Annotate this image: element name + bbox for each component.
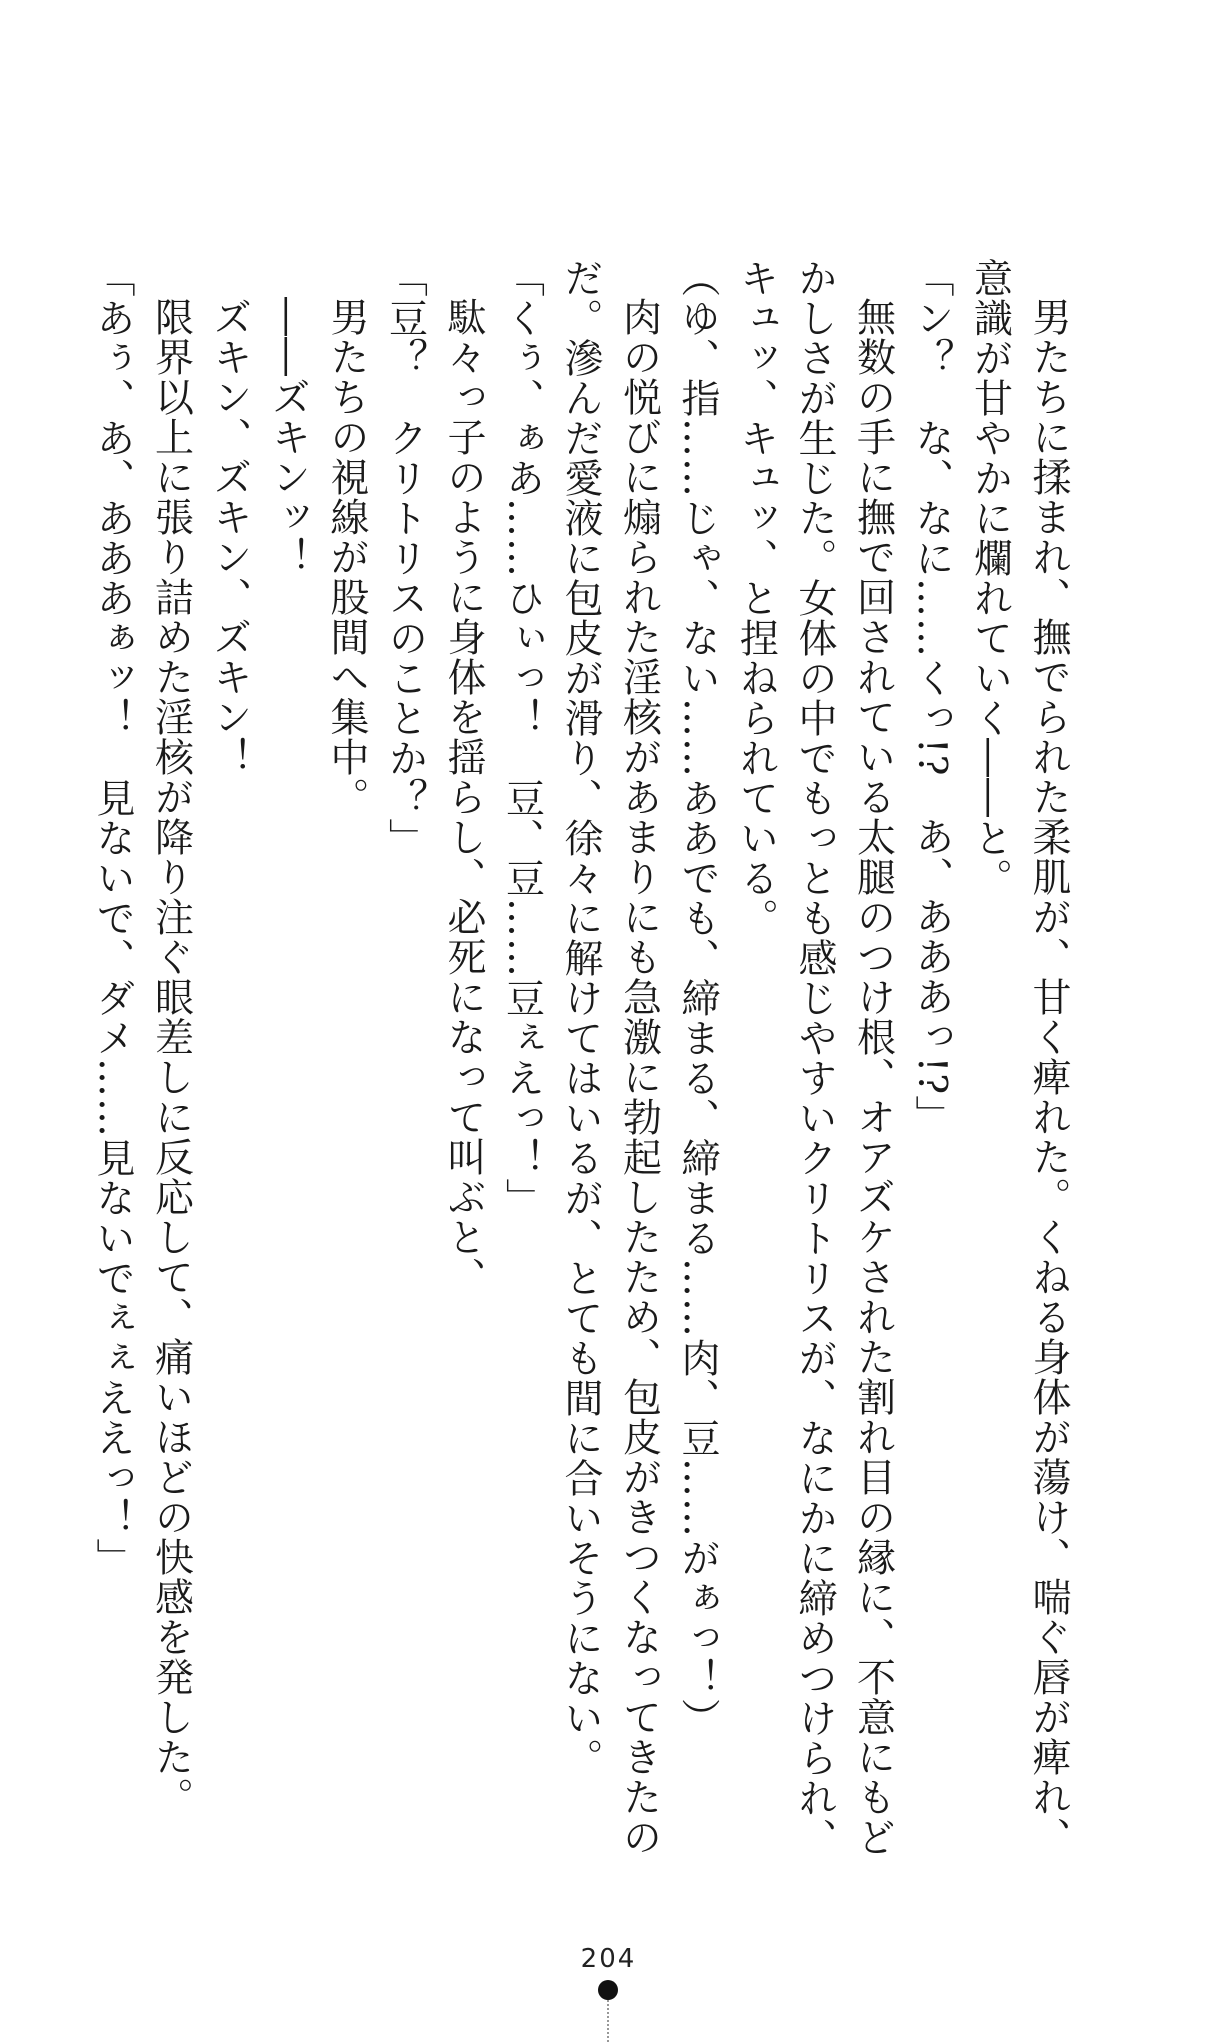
text-line: 駄々っ子のように身体を揺らし、必死になって叫ぶと、: [441, 297, 486, 1297]
thought-line: （ゆ、指……じゃ、ない……ああでも、締まる、締まる……肉、豆……がぁっ！）: [675, 258, 720, 1738]
text-line: かしさが生じた。女体の中でもっとも感じやすいクリトリスが、なにかに締めつけられ、: [792, 258, 837, 1858]
text-line: ――ズキンッ！: [265, 297, 311, 577]
dialogue-line: 「豆？ クリトリスのことか？」: [382, 258, 428, 858]
page-marker-icon: [588, 1978, 628, 2043]
text-line: 肉の悦びに煽られた淫核があまりにも急激に勃起したため、包皮がきつくなってきたの: [616, 297, 662, 1857]
page-number: 204: [580, 1944, 637, 1974]
dialogue-line: 「くぅ、ぁあ……ひぃっ！ 豆、豆……豆ぇえっ！」: [499, 258, 545, 1218]
text-line: だ。滲んだ愛液に包皮が滑り、徐々に解けてはいるが、とても間に合いそうにない。: [558, 258, 603, 1778]
text-line: 男たちに揉まれ、撫でられた柔肌が、甘く痺れた。くねる身体が蕩け、喘ぐ唇が痺れ、: [1026, 297, 1071, 1857]
text-line: 男たちの視線が股間へ集中。: [324, 297, 369, 817]
vertical-text-body: [90, 258, 1077, 1858]
text-line: 意識が甘やかに爛れていく――と。: [967, 258, 1013, 898]
text-line: 無数の手に撫で回されている太腿のつけ根、オアズケされた割れ目の縁に、不意にもど: [850, 297, 896, 1857]
text-line: 限界以上に張り詰めた淫核が降り注ぐ眼差しに反応して、痛いほどの快感を発した。: [148, 297, 194, 1817]
text-line: ズキン、ズキン、ズキン！: [207, 297, 252, 777]
dialogue-line: 「ン？ な、なに……くっ!? あ、あああっ!?」: [909, 258, 954, 1136]
dialogue-line: 「あぅ、あ、あああぁッ！ 見ないで、ダメ……見ないでぇぇええっ！」: [90, 258, 135, 1578]
text-line: キュッ、キュッ、と捏ねられている。: [733, 258, 779, 938]
